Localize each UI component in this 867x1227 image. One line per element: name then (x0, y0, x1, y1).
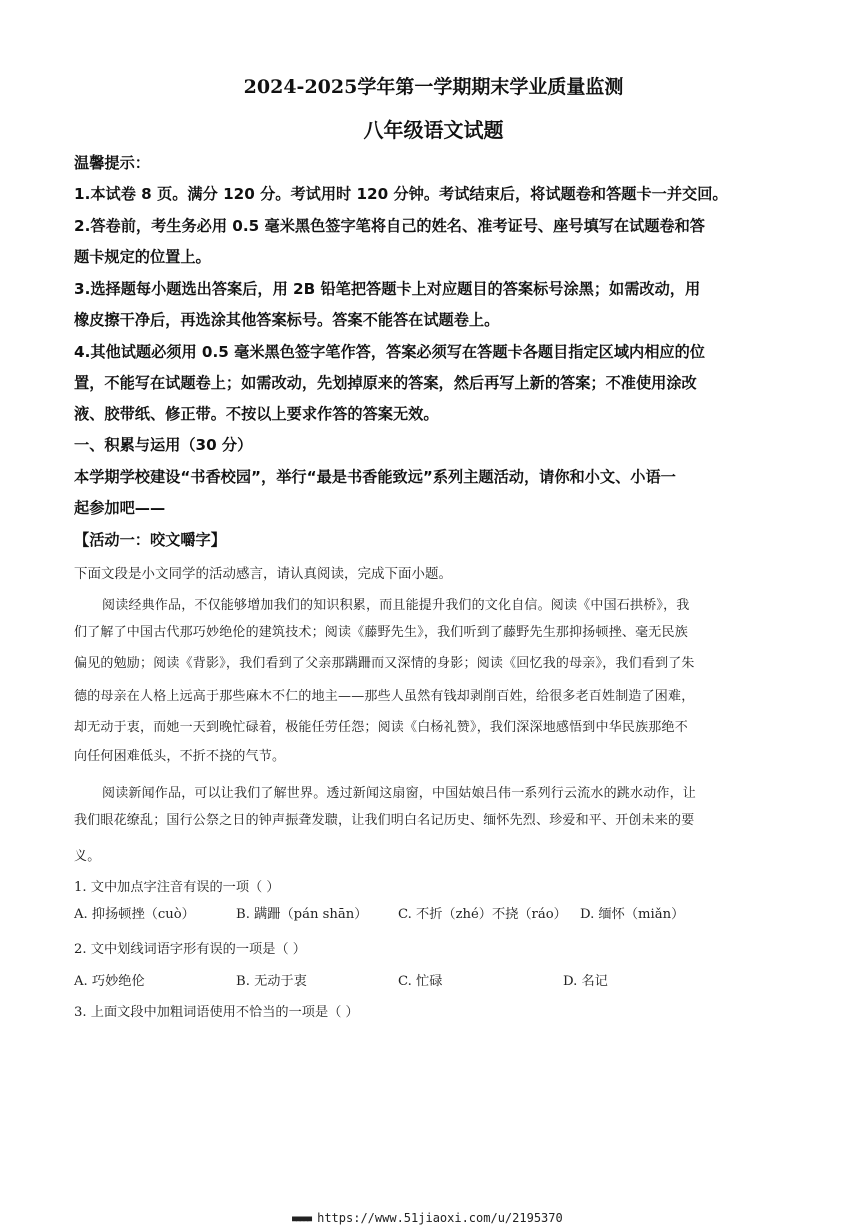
section-intro: 起参加吧—— (74, 499, 166, 517)
answer-option: A. 抑扬顿挫（cuò） (74, 907, 195, 922)
notice-line: 4.其他试题必须用 0.5 毫米黑色签字笔作答，答案必须写在答题卡各题目指定区域内相应的位 (74, 343, 705, 361)
question-stem: 2. 文中划线词语字形有误的一项是（ ） (74, 942, 306, 957)
passage-line: 德的母亲在人格上远高于那些麻木不仁的地主——那些人虽然有钱却剥削百姓，给很多老百姓制造了困难， (74, 689, 695, 704)
answer-option: D. 名记 (563, 974, 608, 989)
footer-url[interactable]: https://www.51jiaoxi.com/u/2195370 (317, 1211, 563, 1225)
answer-option: B. 蹒跚（pán shān） (236, 907, 368, 922)
answer-option: B. 无动于衷 (236, 974, 307, 989)
answer-option: A. 巧妙绝伦 (74, 974, 145, 989)
passage-line: 偏见的勉励；阅读《背影》，我们看到了父亲那蹒跚而又深情的身影；阅读《回忆我的母亲》，我们看到了朱 (74, 656, 695, 671)
section-heading: 一、积累与运用（30 分） (74, 436, 253, 454)
exam-title: 2024-2025学年第一学期期末学业质量监测 (243, 76, 624, 98)
notice-line: 液、胶带纸、修正带。不按以上要求作答的答案无效。 (74, 405, 439, 423)
activity-heading: 【活动一：咬文嚼字】 (74, 531, 226, 549)
notice-line: 橡皮擦干净后，再选涂其他答案标号。答案不能答在试题卷上。 (74, 311, 500, 329)
footer-logo-mark: ■■■■■ (292, 1214, 312, 1223)
passage-line: 却无动于衷，而她一天到晚忙碌着，极能任劳任怨；阅读《白杨礼赞》，我们深深地感悟到中华民族那绝不 (74, 720, 688, 735)
notice-line: 1.本试卷 8 页。满分 120 分。考试用时 120 分钟。考试结束后，将试题卷和答题卡一并交回。 (74, 185, 728, 203)
section-intro: 本学期学校建设“书香校园”，举行“最是书香能致远”系列主题活动，请你和小文、小语一 (74, 468, 676, 486)
exam-subtitle: 八年级语文试题 (363, 118, 504, 142)
answer-option: C. 不折（zhé）不挠（ráo） (398, 907, 567, 922)
notice-line: 2.答卷前，考生务必用 0.5 毫米黑色签字笔将自己的姓名、准考证号、座号填写在试题卷和答 (74, 217, 705, 235)
passage-line: 阅读新闻作品，可以让我们了解世界。透过新闻这扇窗，中国姑娘吕伟一系列行云流水的跳水动作，让 (102, 786, 697, 801)
notice-line: 3.选择题每小题选出答案后，用 2B 铅笔把答题卡上对应题目的答案标号涂黑；如需改动，用 (74, 280, 701, 298)
notice-line: 置，不能写在试题卷上；如需改动，先划掉原来的答案，然后再写上新的答案；不准使用涂改 (74, 374, 697, 392)
notice-line: 题卡规定的位置上。 (74, 248, 211, 266)
page-footer (292, 1211, 563, 1225)
answer-option: D. 缅怀（miǎn） (580, 907, 685, 922)
answer-option: C. 忙碌 (398, 974, 443, 989)
question-stem: 1. 文中加点字注音有误的一项（ ） (74, 880, 280, 895)
passage-instruction: 下面文段是小文同学的活动感言，请认真阅读，完成下面小题。 (74, 566, 452, 582)
passage-line: 义。 (74, 849, 101, 864)
passage-line: 阅读经典作品，不仅能够增加我们的知识积累，而且能提升我们的文化自信。阅读《中国石拱桥》，我 (102, 598, 690, 613)
question-stem: 3. 上面文段中加粗词语使用不恰当的一项是（ ） (74, 1005, 359, 1020)
passage-line: 向任何困难低头，不折不挠的气节。 (74, 749, 286, 764)
passage-line: 们了解了中国古代那巧妙绝伦的建筑技术；阅读《藤野先生》，我们听到了藤野先生那抑扬顿挫、毫无民族 (74, 625, 688, 640)
notice-heading: 温馨提示： (74, 154, 150, 172)
passage-line: 我们眼花缭乱；国行公祭之日的钟声振聋发聩，让我们明白名记历史、缅怀先烈、珍爱和平、开创未来的要 (74, 813, 695, 828)
